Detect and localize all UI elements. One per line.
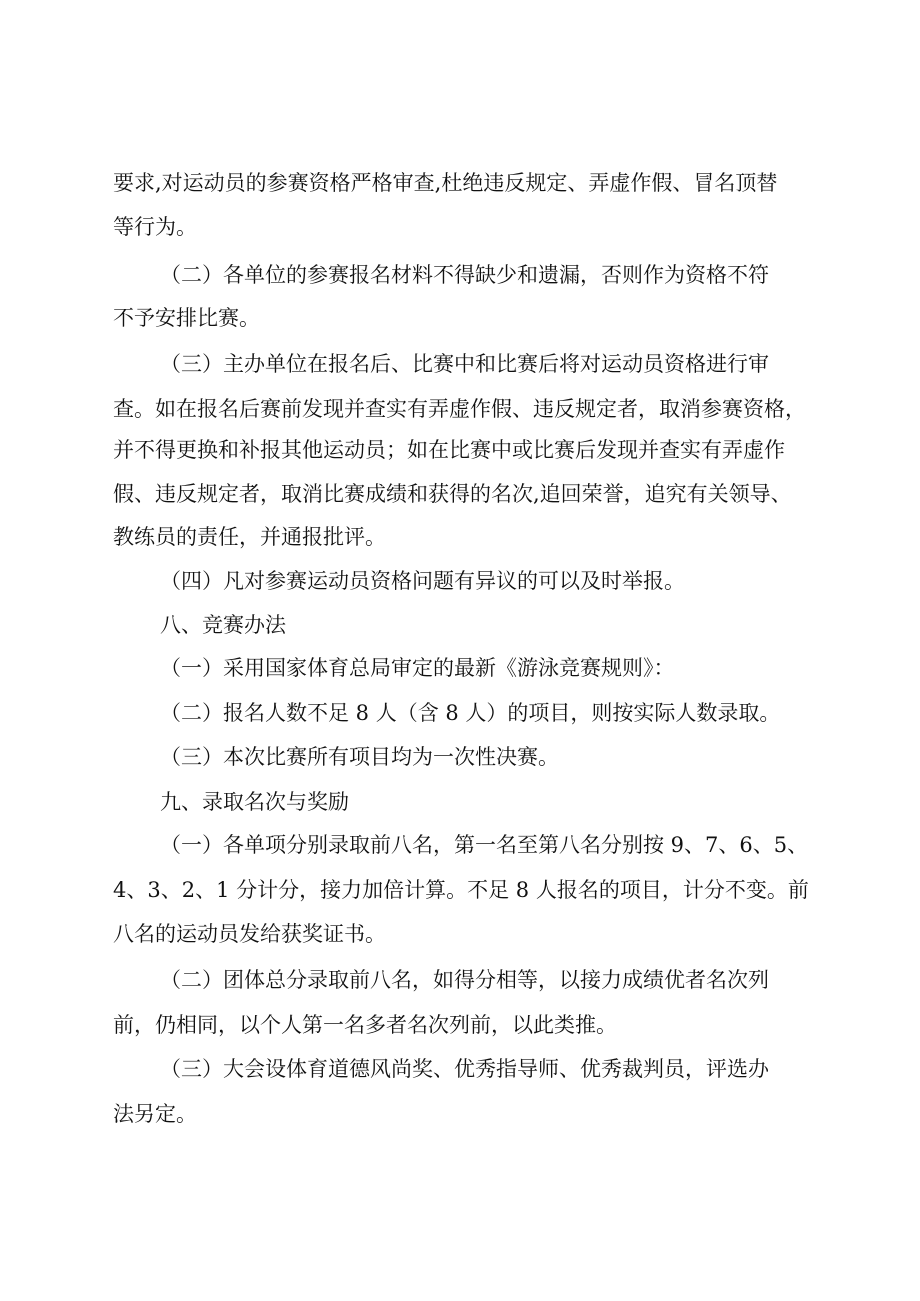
paragraph-line: （三）主办单位在报名后、比赛中和比赛后将对运动员资格进行审 [160, 352, 769, 376]
paragraph-line: 等行为。 [113, 215, 197, 239]
paragraph-line: （四）凡对参赛运动员资格问题有异议的可以及时举报。 [160, 569, 685, 593]
paragraph-line: 前，仍相同，以个人第一名多者名次列前，以此类推。 [113, 1013, 617, 1037]
paragraph-line: （二）报名人数不足 8 人（含 8 人）的项目，则按实际人数录取。 [160, 701, 781, 725]
paragraph-line: （一）采用国家体育总局审定的最新《游泳竞赛规则》： [160, 656, 675, 680]
paragraph-line: 不予安排比赛。 [113, 306, 260, 330]
paragraph-line: 教练员的责任，并通报批评。 [113, 525, 386, 549]
paragraph-line: 查。如在报名后赛前发现并查实有弄虚作假、违反规定者，取消参赛资格， [113, 397, 806, 421]
section-heading: 八、竞赛办法 [160, 613, 286, 637]
paragraph-line: 八名的运动员发给获奖证书。 [113, 922, 386, 946]
paragraph-line: 法另定。 [113, 1102, 197, 1126]
paragraph-line: 4、3、2、1 分计分，接力加倍计算。不足 8 人报名的项目，计分不变。前 [113, 878, 809, 902]
paragraph-line: （三）本次比赛所有项目均为一次性决赛。 [160, 745, 559, 769]
paragraph-line: 要求,对运动员的参赛资格严格审查,杜绝违反规定、弄虚作假、冒名顶替 [113, 171, 778, 195]
paragraph-line: 假、违反规定者，取消比赛成绩和获得的名次,追回荣誉，追究有关领导、 [113, 482, 792, 506]
paragraph-line: （二）团体总分录取前八名，如得分相等，以接力成绩优者名次列 [160, 968, 769, 992]
paragraph-line: 并不得更换和补报其他运动员；如在比赛中或比赛后发现并查实有弄虚作 [113, 438, 785, 462]
paragraph-line: （三）大会设体育道德风尚奖、优秀指导师、优秀裁判员，评选办 [160, 1057, 769, 1081]
paragraph-line: （一）各单项分别录取前八名，第一名至第八名分别按 9、7、6、5、 [160, 833, 809, 857]
section-heading: 九、录取名次与奖励 [160, 790, 349, 814]
paragraph-line: （二）各单位的参赛报名材料不得缺少和遗漏，否则作为资格不符 [160, 263, 769, 287]
